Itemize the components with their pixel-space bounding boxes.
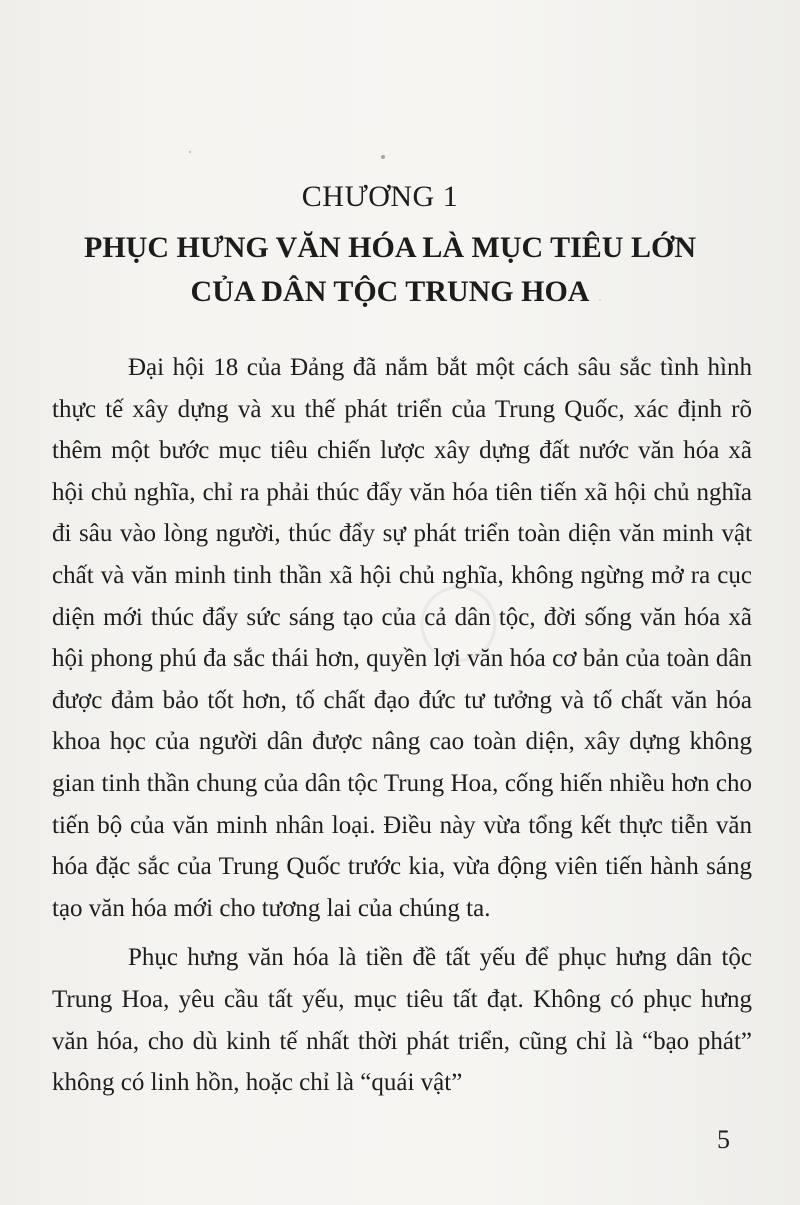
page-number: 5 [717, 1125, 730, 1154]
body-text [52, 347, 752, 1104]
chapter-title-line: CỦA DÂN TỘC TRUNG HOA [190, 275, 590, 308]
chapter-title [40, 226, 740, 314]
paragraph: Phục hưng văn hóa là tiền đề tất yếu để phục hưng dân tộc Trung Hoa, yêu cầu tất yếu, mục tiêu tất đạt. Không có phục hưng văn hóa, cho dù kinh tế nhất thời phát triển, cũng chỉ là “bạo phát” không có linh hồn, hoặc chỉ là “quái vật” [52, 944, 752, 1097]
chapter-title-line: PHỤC HƯNG VĂN HÓA LÀ MỤC TIÊU LỚN [84, 231, 696, 264]
chapter-number: CHƯƠNG 1 [301, 180, 459, 213]
paragraph: Đại hội 18 của Đảng đã nắm bắt một cách sâu sắc tình hình thực tế xây dựng và xu thế phát triển của Trung Quốc, xác định rõ thêm một bước mục tiêu chiến lược xây dựng đất nước văn hóa xã hội chủ nghĩa, chỉ ra phải thúc đẩy văn hóa tiên tiến xã hội chủ nghĩa đi sâu vào lòng người, thúc đẩy sự phát triển toàn diện văn minh vật chất và văn minh tinh thần xã hội chủ nghĩa, không ngừng mở ra cục diện mới thúc đẩy sức sáng tạo của cả dân tộc, đời sống văn hóa xã hội phong phú đa sắc thái hơn, quyền lợi văn hóa cơ bản của toàn dân được đảm bảo tốt hơn, tố chất đạo đức tư tưởng và tố chất văn hóa khoa học của người dân được nâng cao toàn diện, xây dựng không gian tinh thần chung của dân tộc Trung Hoa, cống hiến nhiều hơn cho tiến bộ của văn minh nhân loại. Điều này vừa tổng kết thực tiễn văn hóa đặc sắc của Trung Quốc trước kia, vừa động viên tiến hành sáng tạo văn hóa mới cho tương lai của chúng ta. [52, 354, 752, 922]
